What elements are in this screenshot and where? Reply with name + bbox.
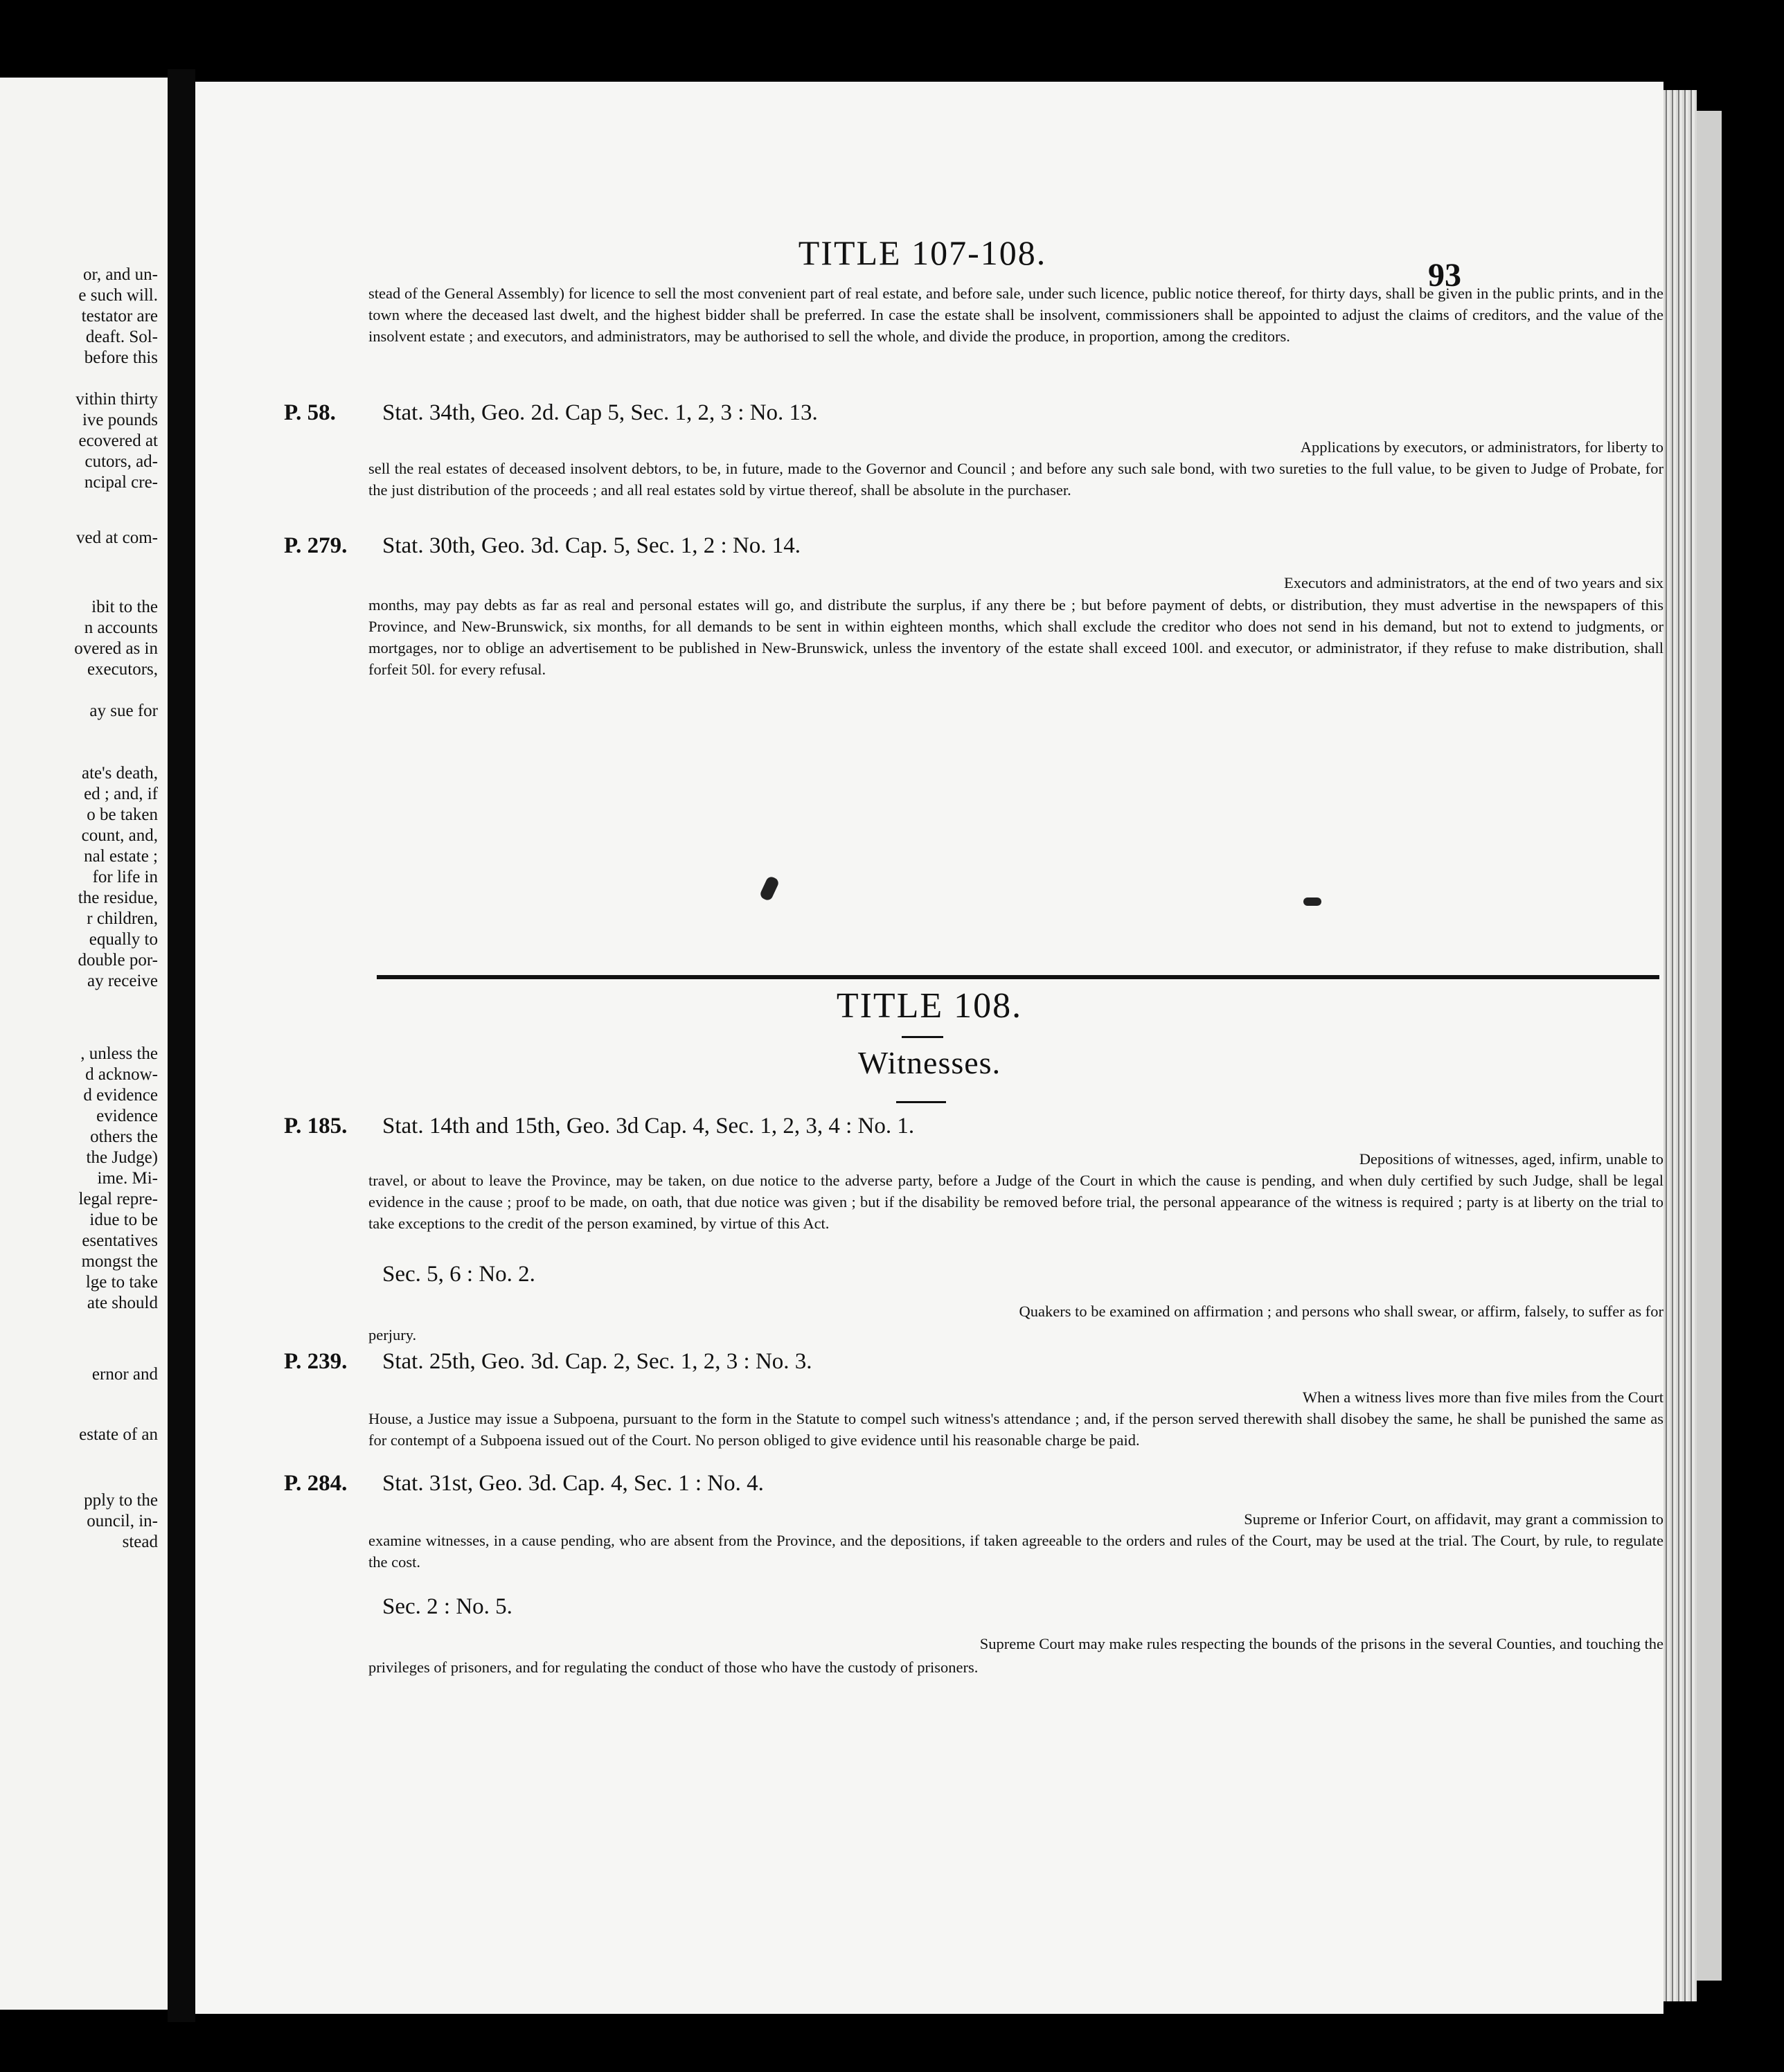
title-rule bbox=[896, 1101, 946, 1103]
left-page-text-fragment: ay sue for bbox=[89, 702, 158, 720]
entry-lead: Supreme Court may make rules respecting the bounds of the prisons in the several Counties, and touching the bbox=[979, 1635, 1663, 1652]
statute-line bbox=[284, 1349, 812, 1375]
page-title: TITLE 107-108. bbox=[798, 233, 1047, 272]
statute-citation: Sec. 2 : No. 5. bbox=[382, 1594, 512, 1619]
left-page-text-fragment: ay receive bbox=[87, 972, 158, 990]
left-page-text-fragment: evidence bbox=[96, 1107, 158, 1125]
entry-body: sell the real estates of deceased insolvent debtors, to be, in future, made to the Governor and Council ; and before any such sale bond, with two sureties to the full value, to be given to Judge of Probate, for the just distribution of the proceeds ; and all real estates sold by virtue thereof, shall be absolute in the purchaser. bbox=[368, 460, 1663, 499]
section-107-intro: stead of the General Assembly) for licence to sell the most convenient part of real estate, and before sale, under such licence, public notice thereof, for thirty days, shall be given in the public prints, and in the town where the deceased last dwelt, and the highest bidder shall be preferred. In case the estate shall be insolvent, commissioners shall be appointed to adjust the claims of creditors, and the value of the insolvent estate ; and executors, and administrators, may be authorised to sell the whole, and divide the produce, in proportion, among the creditors. bbox=[368, 285, 1663, 345]
left-page-text-fragment: , unless the bbox=[80, 1044, 158, 1063]
left-page-text-fragment: e such will. bbox=[78, 286, 158, 305]
left-page-text-fragment: esentatives bbox=[82, 1231, 158, 1250]
left-page-fragment bbox=[0, 78, 168, 2010]
book-gutter bbox=[168, 69, 195, 2022]
left-page-text-fragment: r children, bbox=[87, 909, 158, 928]
left-page-text-fragment: others the bbox=[90, 1127, 158, 1146]
page-edge bbox=[1663, 90, 1697, 2001]
page-reference: P. 284. bbox=[284, 1471, 348, 1496]
entry-lead: Depositions of witnesses, aged, infirm, unable to bbox=[1359, 1150, 1663, 1168]
statute-line bbox=[284, 1471, 764, 1497]
entry-lead: Executors and administrators, at the end of two years and six bbox=[1284, 574, 1663, 591]
title-rule bbox=[902, 1036, 943, 1038]
statute-citation: Stat. 25th, Geo. 3d. Cap. 2, Sec. 1, 2, 3 : No. 3. bbox=[382, 1349, 812, 1374]
entry-body: privileges of prisoners, and for regulating the conduct of those who have the custody of prisoners. bbox=[368, 1659, 979, 1676]
page-reference: P. 58. bbox=[284, 400, 336, 425]
left-page-text-fragment: stead bbox=[122, 1533, 158, 1551]
left-page-text-fragment: ed ; and, if bbox=[84, 785, 158, 803]
ink-speck bbox=[759, 875, 780, 902]
left-page-text-fragment: d acknow- bbox=[85, 1065, 158, 1084]
statute-citation: Stat. 30th, Geo. 3d. Cap. 5, Sec. 1, 2 : No. 14. bbox=[382, 533, 801, 558]
left-page-text-fragment: for life in bbox=[92, 868, 158, 886]
statute-line bbox=[284, 1114, 914, 1139]
left-page-text-fragment: d evidence bbox=[83, 1086, 158, 1105]
page-reference: P. 185. bbox=[284, 1114, 348, 1138]
left-page-text-fragment: double por- bbox=[78, 951, 158, 970]
ink-speck bbox=[1303, 897, 1321, 906]
left-page-text-fragment: count, and, bbox=[81, 826, 158, 845]
left-page-text-fragment: legal repre- bbox=[78, 1190, 158, 1208]
left-page-text-fragment: ernor and bbox=[91, 1365, 158, 1384]
left-page-text-fragment: or, and un- bbox=[83, 265, 158, 284]
left-page-text-fragment: ive pounds bbox=[82, 411, 158, 429]
statute-citation: Sec. 5, 6 : No. 2. bbox=[382, 1262, 535, 1287]
left-page-text-fragment: ate's death, bbox=[81, 764, 158, 783]
entry-lead: Applications by executors, or administrators, for liberty to bbox=[1300, 438, 1663, 456]
left-page-text-fragment: cutors, ad- bbox=[84, 452, 158, 471]
document-page bbox=[195, 82, 1663, 2014]
left-page-text-fragment: testator are bbox=[81, 307, 158, 325]
left-page-text-fragment: ncipal cre- bbox=[84, 473, 158, 492]
page-number: 93 bbox=[1428, 257, 1461, 294]
statute-line bbox=[284, 533, 801, 559]
left-page-text-fragment: mongst the bbox=[81, 1252, 158, 1271]
statute-citation: Stat. 14th and 15th, Geo. 3d Cap. 4, Sec. 1, 2, 3, 4 : No. 1. bbox=[382, 1114, 915, 1138]
left-page-text-fragment: n accounts bbox=[84, 618, 158, 637]
page-reference: P. 239. bbox=[284, 1349, 348, 1374]
entry-body: months, may pay debts as far as real and personal estates will go, and distribute the surplus, if any there be ; but before payment of debts, or distribution, they must advertise in the newspapers of this Province, and New-Brunswick, six months, for all demands to be sent in within eighteen months, which shall exclude the creditor who does not send in his demand, but not to extend to judgments, or mortgages, nor to oblige an advertisement to be published in New-Brunswick, unless the inventory of the estate shall exceed 100l. and executor, or administrator, if they refuse to make distribution, shall forfeit 50l. for every refusal. bbox=[368, 596, 1663, 678]
left-page-text-fragment: nal estate ; bbox=[84, 847, 158, 866]
page-reference: P. 279. bbox=[284, 533, 348, 558]
left-page-text-fragment: deaft. Sol- bbox=[85, 328, 158, 346]
statute-citation: Stat. 34th, Geo. 2d. Cap 5, Sec. 1, 2, 3 : No. 13. bbox=[382, 400, 818, 425]
statute-line bbox=[284, 400, 818, 426]
entry-body: examine witnesses, in a cause pending, who are absent from the Province, and the depositions, if taken agreeable to the orders and rules of the Court, may be used at the trial. The Court, by rule, to regulate the cost. bbox=[368, 1532, 1663, 1571]
entry-lead: Quakers to be examined on affirmation ; and persons who shall swear, or affirm, falsely, to suffer as for bbox=[1019, 1303, 1663, 1320]
left-page-text-fragment: the Judge) bbox=[86, 1148, 158, 1167]
left-page-text-fragment: overed as in bbox=[74, 639, 158, 658]
left-page-text-fragment: idue to be bbox=[89, 1211, 158, 1229]
left-page-text-fragment: o be taken bbox=[87, 805, 158, 824]
section-108-title: TITLE 108. bbox=[836, 986, 1023, 1026]
left-page-text-fragment: ate should bbox=[87, 1294, 158, 1312]
page-edge bbox=[1697, 111, 1722, 1981]
entry-lead: Supreme or Inferior Court, on affidavit, may grant a commission to bbox=[1244, 1510, 1663, 1528]
left-page-text-fragment: pply to the bbox=[84, 1491, 158, 1510]
left-page-text-fragment: equally to bbox=[89, 930, 158, 949]
left-page-text-fragment: before this bbox=[84, 348, 158, 367]
left-page-text-fragment: ime. Mi- bbox=[97, 1169, 158, 1188]
entry-body: travel, or about to leave the Province, may be taken, on due notice to the adverse party, before a Judge of the Court in which the cause is pending, and when duly certified by such Judge, shall be legal evidence in the cause ; proof to be made, on oath, that due notice was given ; but if the disability be removed before trial, the personal appearance of the witness is required ; party is at liberty on the trial to take exceptions to the credit of the person examined, by virtue of this Act. bbox=[368, 1172, 1663, 1232]
left-page-text-fragment: ouncil, in- bbox=[87, 1512, 158, 1530]
entry-body: House, a Justice may issue a Subpoena, pursuant to the form in the Statute to compel such witness's attendance ; and, if the person served therewith shall disobey the same, he shall be punished the same as for contempt of a Subpoena issued out of the Court. No person obliged to give evidence until his reasonable charge be paid. bbox=[368, 1410, 1663, 1449]
left-page-text-fragment: executors, bbox=[87, 660, 158, 679]
entry-lead: When a witness lives more than five miles from the Court bbox=[1302, 1388, 1663, 1406]
statute-citation: Stat. 31st, Geo. 3d. Cap. 4, Sec. 1 : No. 4. bbox=[382, 1471, 764, 1496]
left-page-text-fragment: ibit to the bbox=[91, 598, 158, 616]
entry-body: perjury. bbox=[368, 1326, 417, 1343]
left-page-text-fragment: estate of an bbox=[79, 1425, 158, 1444]
left-page-text-fragment: the residue, bbox=[78, 888, 158, 907]
left-page-text-fragment: vithin thirty bbox=[75, 390, 158, 409]
section-divider bbox=[377, 975, 1659, 979]
left-page-text-fragment: ved at com- bbox=[75, 528, 158, 547]
section-108-subtitle: Witnesses. bbox=[857, 1045, 1001, 1080]
left-page-text-fragment: lge to take bbox=[85, 1273, 158, 1292]
left-page-text-fragment: ecovered at bbox=[78, 431, 158, 450]
